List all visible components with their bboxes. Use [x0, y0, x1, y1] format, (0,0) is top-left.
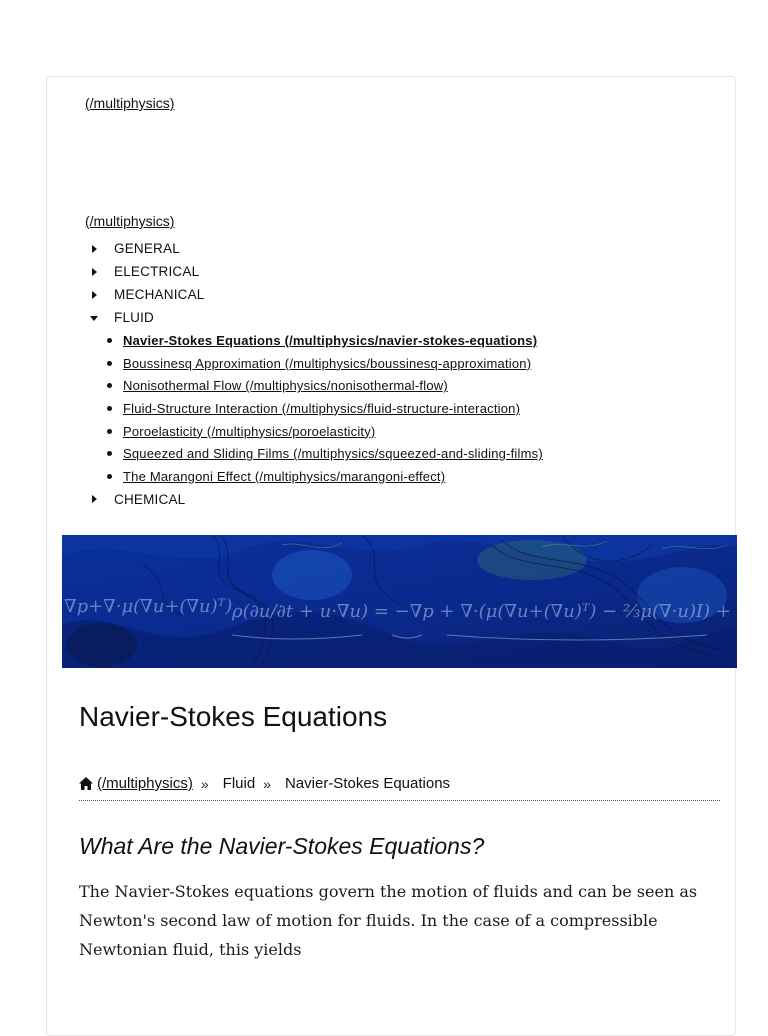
breadcrumb-current: Navier-Stokes Equations: [284, 775, 451, 792]
page-title: Navier-Stokes Equations: [79, 701, 388, 732]
list-item: [123, 374, 543, 397]
list-item: [123, 442, 543, 465]
list-item: [123, 465, 543, 488]
submenu-link-boussinesq[interactable]: Boussinesq Approximation (/multiphysics/boussinesq-approximation): [123, 355, 532, 371]
category-fluid[interactable]: [85, 306, 543, 488]
svg-text:ρ(∂u/∂t + u·∇u) = −∇p + ∇·(μ(∇: ρ(∂u/∂t + u·∇u) = −∇p + ∇·(μ(∇u+(∇u)ᵀ) − ⅔μ(∇·u)I) +: [232, 601, 731, 622]
category-label: ELECTRICAL: [114, 264, 200, 279]
submenu-link-fsi[interactable]: Fluid-Structure Interaction (/multiphysics/fluid-structure-interaction): [123, 400, 521, 416]
intro-paragraph: The Navier-Stokes equations govern the motion of fluids and can be seen as Newton's second law of motion for fluids. In the case of a compressible Newtonian fluid, this yields: [79, 882, 698, 959]
category-general[interactable]: [85, 237, 543, 260]
multiphysics-nav: [47, 77, 735, 535]
category-mechanical[interactable]: [85, 283, 543, 306]
hero-banner: [62, 535, 737, 668]
list-item: [123, 329, 543, 352]
content-card: [46, 76, 736, 1036]
caret-right-icon: [89, 493, 101, 505]
category-label: FLUID: [114, 310, 155, 325]
bullet-icon: [107, 338, 112, 343]
caret-down-icon: [89, 312, 101, 324]
bullet-icon: [107, 406, 112, 411]
bullet-icon: [107, 361, 112, 366]
caret-right-icon: [89, 243, 101, 255]
bullet-icon: [107, 383, 112, 388]
category-electrical[interactable]: [85, 260, 543, 283]
list-item: [123, 397, 543, 420]
category-chemical[interactable]: [85, 488, 543, 511]
breadcrumb-separator: »: [263, 775, 271, 792]
category-menu: [85, 237, 543, 511]
home-link-menu[interactable]: (/multiphysics): [85, 213, 175, 229]
submenu-link-nonisothermal[interactable]: Nonisothermal Flow (/multiphysics/nonisothermal-flow): [123, 378, 448, 394]
submenu-link-squeezed-films[interactable]: Squeezed and Sliding Films (/multiphysics/squeezed-and-sliding-films): [123, 446, 543, 462]
list-item: [123, 420, 543, 443]
home-link-top[interactable]: (/multiphysics): [85, 95, 175, 111]
fluid-submenu: [85, 329, 543, 488]
submenu-link-marangoni[interactable]: The Marangoni Effect (/multiphysics/marangoni-effect): [123, 468, 446, 484]
bullet-icon: [107, 474, 112, 479]
bullet-icon: [107, 451, 112, 456]
breadcrumb-separator: »: [200, 775, 209, 792]
caret-right-icon: [89, 289, 101, 301]
category-label: GENERAL: [114, 241, 180, 256]
home-icon: [79, 777, 93, 790]
submenu-link-poroelasticity[interactable]: Poroelasticity (/multiphysics/poroelasticity): [123, 423, 376, 439]
caret-right-icon: [89, 266, 101, 278]
category-label: MECHANICAL: [114, 287, 205, 302]
svg-text:∇p+∇·μ(∇u+(∇u)ᵀ): ∇p+∇·μ(∇u+(∇u)ᵀ): [64, 596, 233, 617]
submenu-link-navier-stokes[interactable]: Navier-Stokes Equations (/multiphysics/navier-stokes-equations): [123, 332, 538, 348]
breadcrumb-fluid: Fluid: [222, 775, 256, 792]
breadcrumb: [79, 775, 720, 801]
flow-visualization-image: [62, 535, 737, 668]
bullet-icon: [107, 429, 112, 434]
category-label: CHEMICAL: [114, 491, 186, 507]
list-item: [123, 352, 543, 375]
section-heading: What Are the Navier-Stokes Equations?: [79, 833, 485, 859]
breadcrumb-home-link[interactable]: (/multiphysics): [97, 775, 193, 792]
